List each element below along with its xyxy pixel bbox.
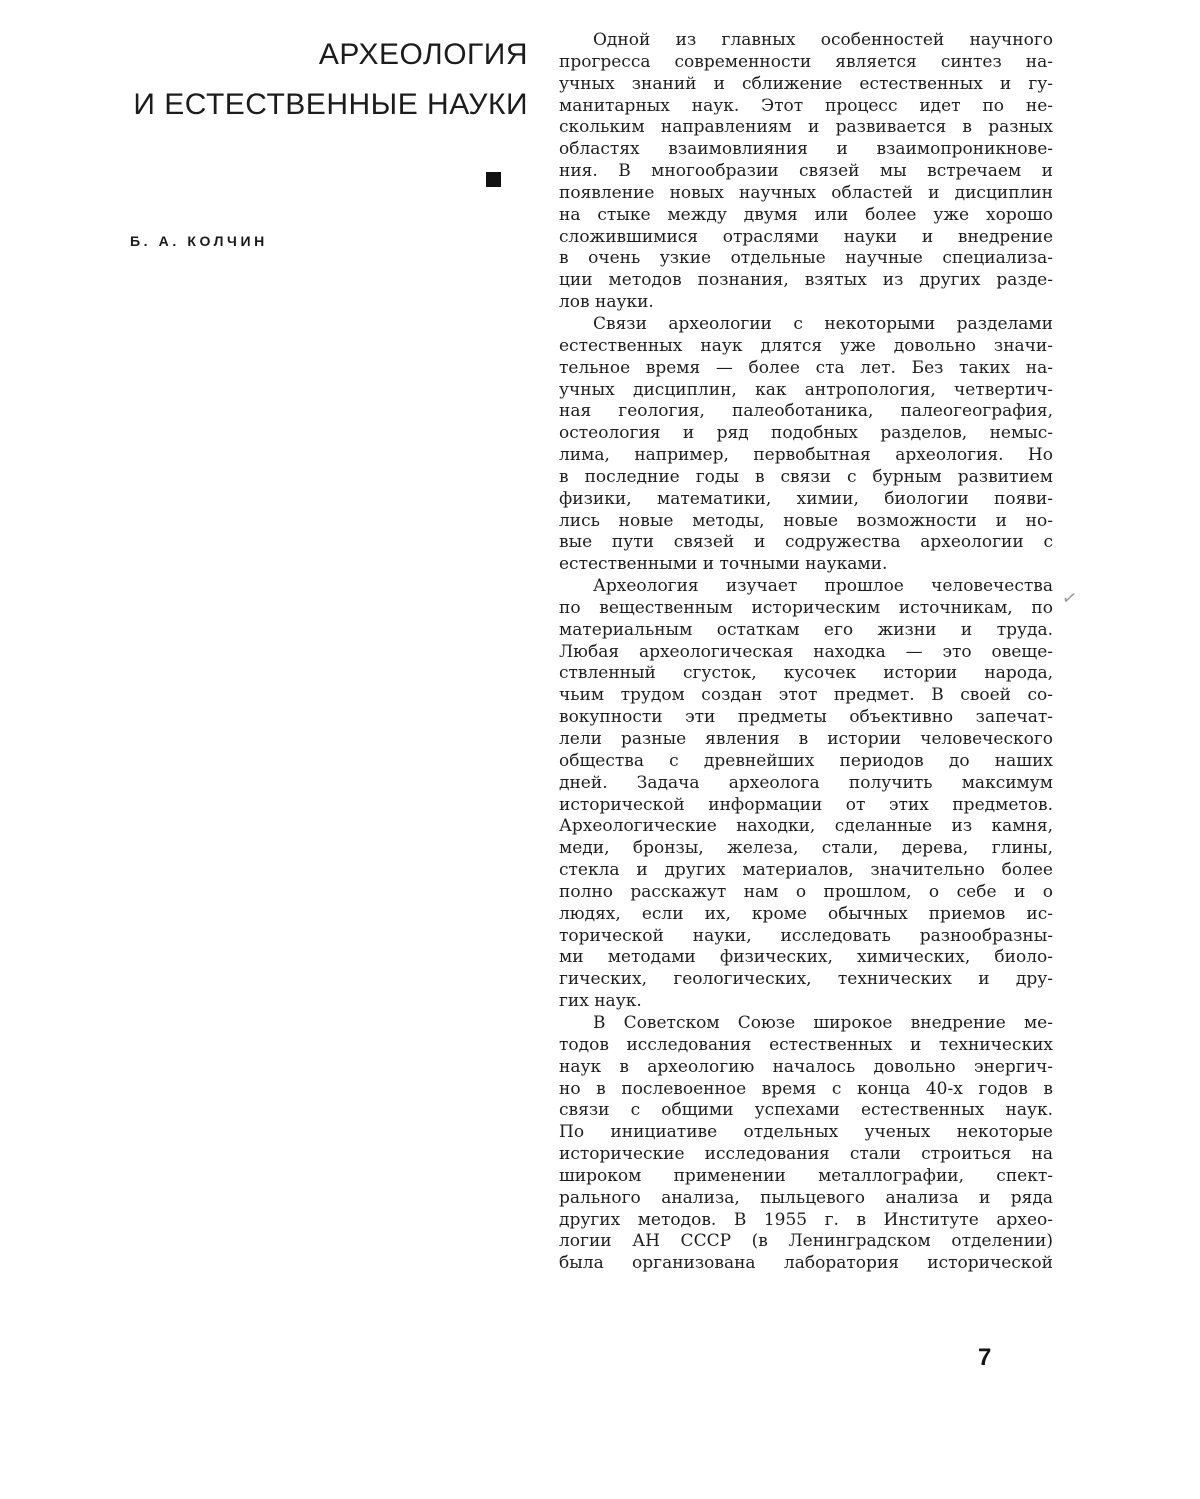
- text-line: вые пути связей и содружества археологии с: [559, 532, 1053, 553]
- text-line: ми методами физических, химических, биоло-: [559, 947, 1053, 968]
- text-line: связи с общими успехами естественных наук.: [559, 1100, 1053, 1121]
- text-line: лели разные явления в истории человеческого: [559, 729, 1053, 749]
- text-line: прогресса современности является синтез на-: [559, 51, 1053, 72]
- text-line: гических, геологических, технических и дру-: [559, 969, 1053, 990]
- text-line: тельное время — более ста лет. Без таких на-: [559, 357, 1053, 378]
- text-line: чьим трудом создан этот предмет. В своей со-: [559, 685, 1053, 706]
- text-line: в очень узкие отдельные научные специализа-: [559, 248, 1053, 269]
- text-line: По инициативе отдельных ученых некоторые: [559, 1122, 1053, 1143]
- page-number: 7: [978, 1344, 992, 1371]
- text-line: ствленный сгусток, кусочек истории народа,: [559, 663, 1053, 684]
- text-line: Археология изучает прошлое человечества: [593, 576, 1053, 597]
- text-line: торической науки, исследовать разнообразны-: [559, 925, 1053, 946]
- text-line: вокупности эти предметы объективно запечат-: [559, 707, 1053, 728]
- article-title-line-1: АРХЕОЛОГИЯ: [318, 38, 528, 71]
- article-title-line-2: И ЕСТЕСТВЕННЫЕ НАУКИ: [133, 88, 528, 121]
- text-line: по вещественным историческим источникам, по: [559, 597, 1053, 618]
- text-line: Археологические находки, сделанные из камня,: [559, 816, 1053, 837]
- text-line: в последние годы в связи с бурным развитием: [559, 466, 1053, 487]
- text-line: лов науки.: [559, 292, 654, 313]
- text-line: людях, если их, кроме обычных приемов ис-: [559, 903, 1053, 924]
- margin-check-mark: ✓: [1060, 586, 1079, 611]
- text-line: других методов. В 1955 г. в Институте архео-: [559, 1209, 1053, 1230]
- text-line: скольким направлениям и развивается в разных: [559, 117, 1053, 138]
- text-line: учных дисциплин, как антропология, четвертич-: [559, 379, 1053, 400]
- text-line: сложившимися отраслями науки и внедрение: [559, 226, 1053, 247]
- text-line: остеология и ряд подобных разделов, немыс-: [559, 423, 1053, 444]
- article-title: [48, 30, 528, 130]
- text-line: логии АН СССР (в Ленинградском отделении): [559, 1231, 1053, 1252]
- text-line: дней. Задача археолога получить максимум: [559, 772, 1053, 793]
- text-line: Связи археологии с некоторыми разделами: [593, 313, 1053, 334]
- text-line: Любая археологическая находка — это овеще-: [559, 641, 1053, 662]
- text-line: тодов исследования естественных и технических: [559, 1034, 1053, 1055]
- section-marker-square: [486, 172, 501, 187]
- text-line: меди, бронзы, железа, стали, дерева, глины,: [559, 838, 1053, 859]
- text-line: естественных наук длятся уже довольно значи-: [559, 335, 1053, 356]
- text-line: ная геология, палеоботаника, палеогеография,: [559, 401, 1053, 422]
- text-line: областях взаимовлияния и взаимопроникнове-: [559, 139, 1053, 160]
- text-line: манитарных наук. Этот процесс идет по не-: [559, 95, 1053, 116]
- text-line: полно расскажут нам о прошлом, о себе и о: [559, 881, 1053, 902]
- text-line: физики, математики, химии, биологии появи-: [559, 488, 1053, 509]
- author-name: Б. А. КОЛЧИН: [130, 233, 268, 249]
- text-line: на стыке между двумя или более уже хорошо: [559, 204, 1053, 225]
- text-line: исторические исследования стали строиться на: [559, 1144, 1053, 1165]
- text-line: ния. В многообразии связей мы встречаем и: [559, 161, 1053, 182]
- text-line: рального анализа, пыльцевого анализа и ряда: [559, 1187, 1053, 1208]
- text-line: общества с древнейших периодов до наших: [559, 750, 1053, 771]
- text-line: но в послевоенное время с конца 40-х годов в: [559, 1078, 1053, 1099]
- text-line: была организована лаборатория исторической: [559, 1253, 1053, 1274]
- text-line: Одной из главных особенностей научного: [593, 30, 1053, 50]
- text-line: исторической информации от этих предметов.: [559, 794, 1053, 815]
- text-line: стекла и других материалов, значительно более: [559, 860, 1053, 881]
- text-line: В Советском Союзе широкое внедрение ме-: [593, 1012, 1053, 1033]
- text-line: лима, например, первобытная археология. Но: [559, 445, 1053, 466]
- text-line: появление новых научных областей и дисциплин: [559, 182, 1053, 203]
- text-line: ции методов познания, взятых из других разде-: [559, 270, 1053, 291]
- text-line: гих наук.: [559, 991, 642, 1012]
- text-line: учных знаний и сближение естественных и гу-: [559, 73, 1053, 94]
- article-body-column: [559, 30, 1053, 1275]
- text-line: естественными и точными науками.: [559, 554, 888, 575]
- text-line: материальным остаткам его жизни и труда.: [559, 619, 1053, 640]
- text-line: наук в археологию началось довольно энергич-: [559, 1056, 1053, 1077]
- text-line: лись новые методы, новые возможности и но-: [559, 510, 1053, 531]
- text-line: широком применении металлографии, спект-: [559, 1165, 1053, 1186]
